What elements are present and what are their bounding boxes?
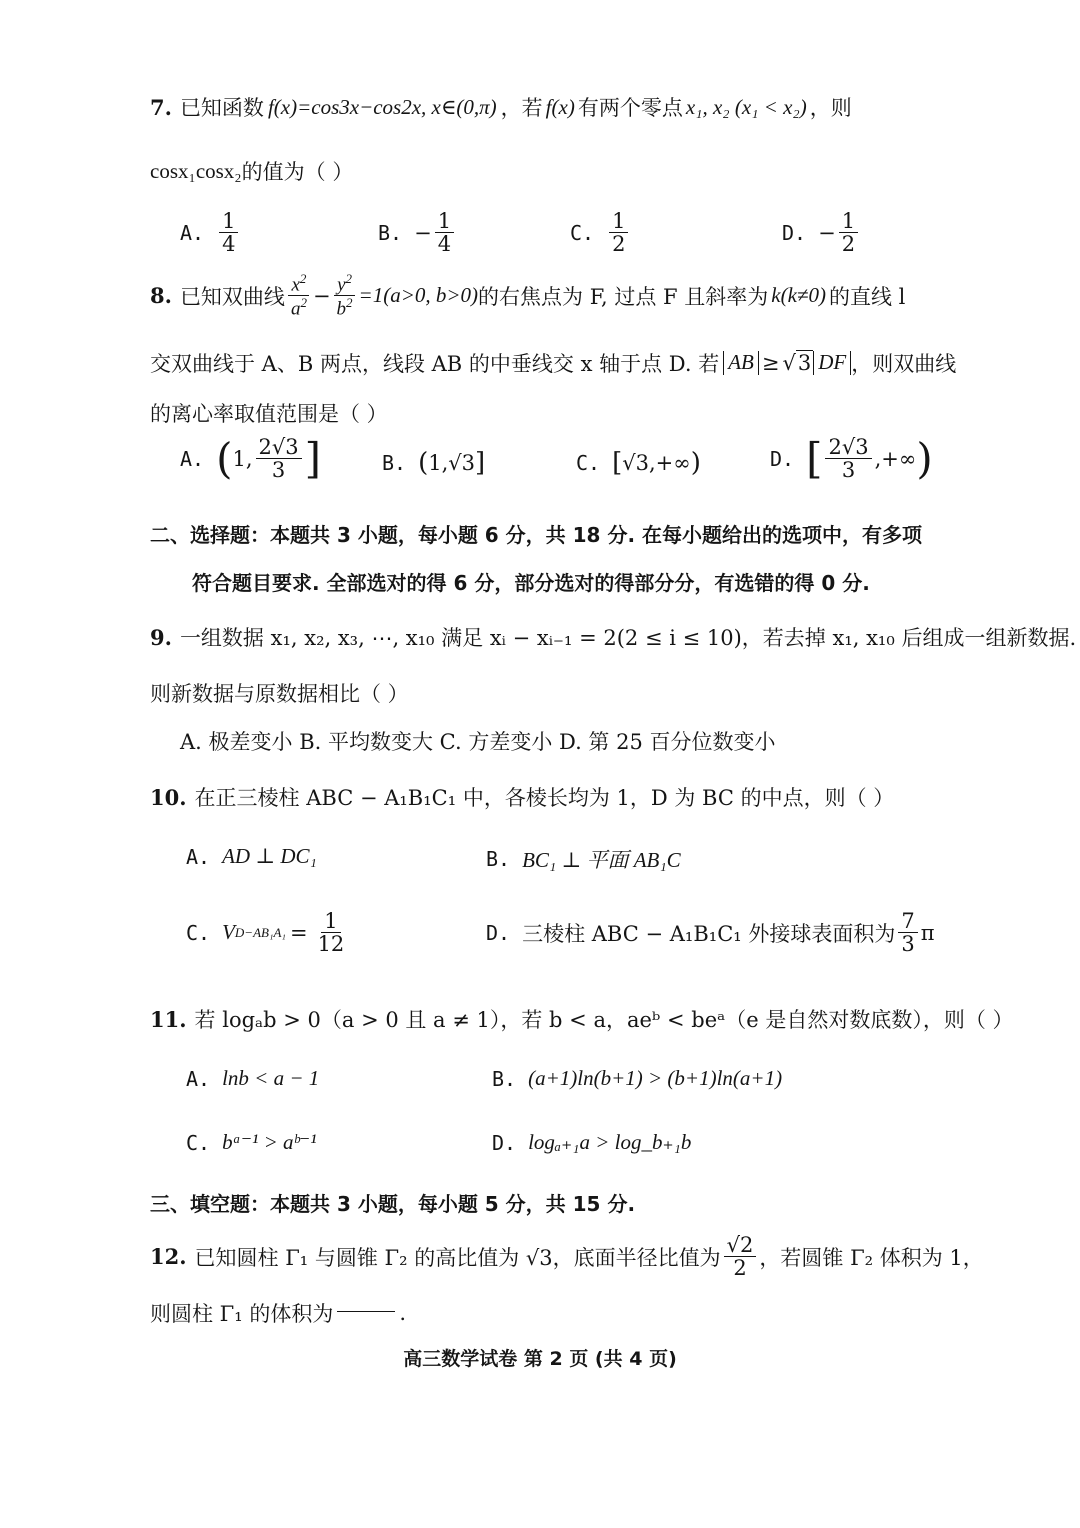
question-7-number: 7. (150, 94, 172, 120)
question-8-line-3: 的离心率取值范围是（ ） (150, 402, 388, 426)
question-11-option-a: A. lnb < a − 1 (186, 1066, 320, 1091)
hyperbola-x-term: $\frac{x^2}{a^2}$ (288, 272, 310, 320)
question-9-number: 9. (150, 624, 172, 650)
fraction: $\frac{1}{4}$ (219, 210, 238, 255)
question-11-option-d: D. logₐ₊₁a > log_b₊₁b (492, 1130, 692, 1155)
function-definition: f(x)=cos3x−cos2x, x∈(0,π) (267, 94, 497, 119)
question-12-number: 12. (150, 1244, 187, 1270)
question-10-option-a: A. AD ⊥ DC₁ (186, 844, 317, 869)
answer-blank[interactable] (337, 1311, 395, 1312)
question-8-line-2: 交双曲线于 A、B 两点，线段 AB 的中垂线交 x 轴于点 D. 若 AB ≥ √3 DF ，则双曲线 (150, 350, 957, 376)
question-9-line-2: 则新数据与原数据相比（ ） (150, 682, 409, 706)
question-11-stem: 11. 若 logₐb > 0（a > 0 且 a ≠ 1），若 b < a，aeᵇ < beᵃ（e 是自然对数底数），则（ ） (150, 1006, 1014, 1032)
section-2-heading: 二、选择题：本题共 3 小题，每小题 6 分，共 18 分. 在每小题给出的选项中，有多项 (150, 523, 923, 547)
question-10-option-d: D. 三棱柱 ABC − A₁B₁C₁ 外接球表面积为 $\frac{7}{3}$ π (486, 909, 935, 957)
option-c: C. $\frac{1}{2}$ (570, 210, 631, 255)
fraction: $\frac{1}{2}$ (839, 210, 858, 255)
fraction: $\frac{7}{3}$ (898, 910, 917, 955)
question-9-line-1: 9. 一组数据 x₁, x₂, x₃, ⋯, x₁₀ 满足 xᵢ − xᵢ₋₁ = 2(2 ≤ i ≤ 10)，若去掉 x₁, x₁₀ 后组成一组新数据. (150, 624, 1077, 650)
question-9-options: A. 极差变小 B. 平均数变大 C. 方差变小 D. 第 25 百分位数变小 (180, 730, 776, 754)
option-d: D. − $\frac{1}{2}$ (782, 210, 861, 255)
question-8-line-1: 8. 已知双曲线 $\frac{x^2}{a^2}$ − $\frac{y^2}{b^2}$ =1(a>0, b>0) 的右焦点为 F, 过点 F 且斜率为 k(k≠0) 的直线 l (150, 271, 906, 320)
fraction: $\frac{√2}{2}$ (724, 1234, 757, 1279)
hyperbola-y-term: $\frac{y^2}{b^2}$ (334, 272, 356, 320)
section-2-instructions: 符合题目要求. 全部选对的得 6 分，部分选对的得部分分，有选错的得 0 分. (192, 571, 870, 595)
option-d: D. [ $\frac{2√3}{3}$ ,+∞ ) (770, 433, 933, 483)
question-10-number: 10. (150, 784, 187, 810)
section-3-heading: 三、填空题：本题共 3 小题，每小题 5 分，共 15 分. (150, 1192, 636, 1216)
question-10-stem: 10. 在正三棱柱 ABC − A₁B₁C₁ 中，各棱长均为 1，D 为 BC 的中点，则（ ） (150, 784, 895, 810)
question-12-line-2: 则圆柱 Γ₁ 的体积为 . (150, 1301, 407, 1326)
question-12-line-1: 12. 已知圆柱 Γ₁ 与圆锥 Γ₂ 的高比值为 √3，底面半径比值为 $\frac{√2}{2}$ ，若圆锥 Γ₂ 体积为 1， (150, 1233, 984, 1281)
option-b: B. − $\frac{1}{4}$ (378, 210, 457, 255)
fraction: $\frac{1}{2}$ (609, 210, 628, 255)
question-10-option-b: B. BC₁ ⊥ 平面 AB₁C (486, 847, 681, 872)
page-footer: 高三数学试卷 第 2 页 (共 4 页) (403, 1348, 677, 1370)
fraction: $\frac{1}{4}$ (435, 210, 454, 255)
question-11-option-c: C. bᵃ⁻¹ > aᵇ⁻¹ (186, 1130, 317, 1155)
option-c: C. [ √3,+∞ ) (576, 448, 701, 478)
question-7-line-1: 7. 已知函数 f(x)=cos3x−cos2x, x∈(0,π) ，若 f(x) 有两个零点 x₁, x₂ (x₁ < x₂) ，则 (150, 94, 852, 120)
question-8-number: 8. (150, 283, 172, 309)
option-a: A. ( 1, $\frac{2√3}{3}$ ] (180, 433, 322, 483)
question-10-option-c: C. V D−AB₁A₁ = $\frac{1}{12}$ (186, 910, 350, 955)
question-7-line-2: cosx₁cosx₂ 的值为（ ） (150, 158, 354, 184)
option-b: B. ( 1,√3 ] (382, 448, 486, 478)
option-a: A. $\frac{1}{4}$ (180, 210, 241, 255)
fraction: $\frac{1}{12}$ (317, 909, 345, 957)
question-11-number: 11. (150, 1006, 187, 1032)
question-11-option-b: B. (a+1)ln(b+1) > (b+1)ln(a+1) (492, 1066, 783, 1091)
